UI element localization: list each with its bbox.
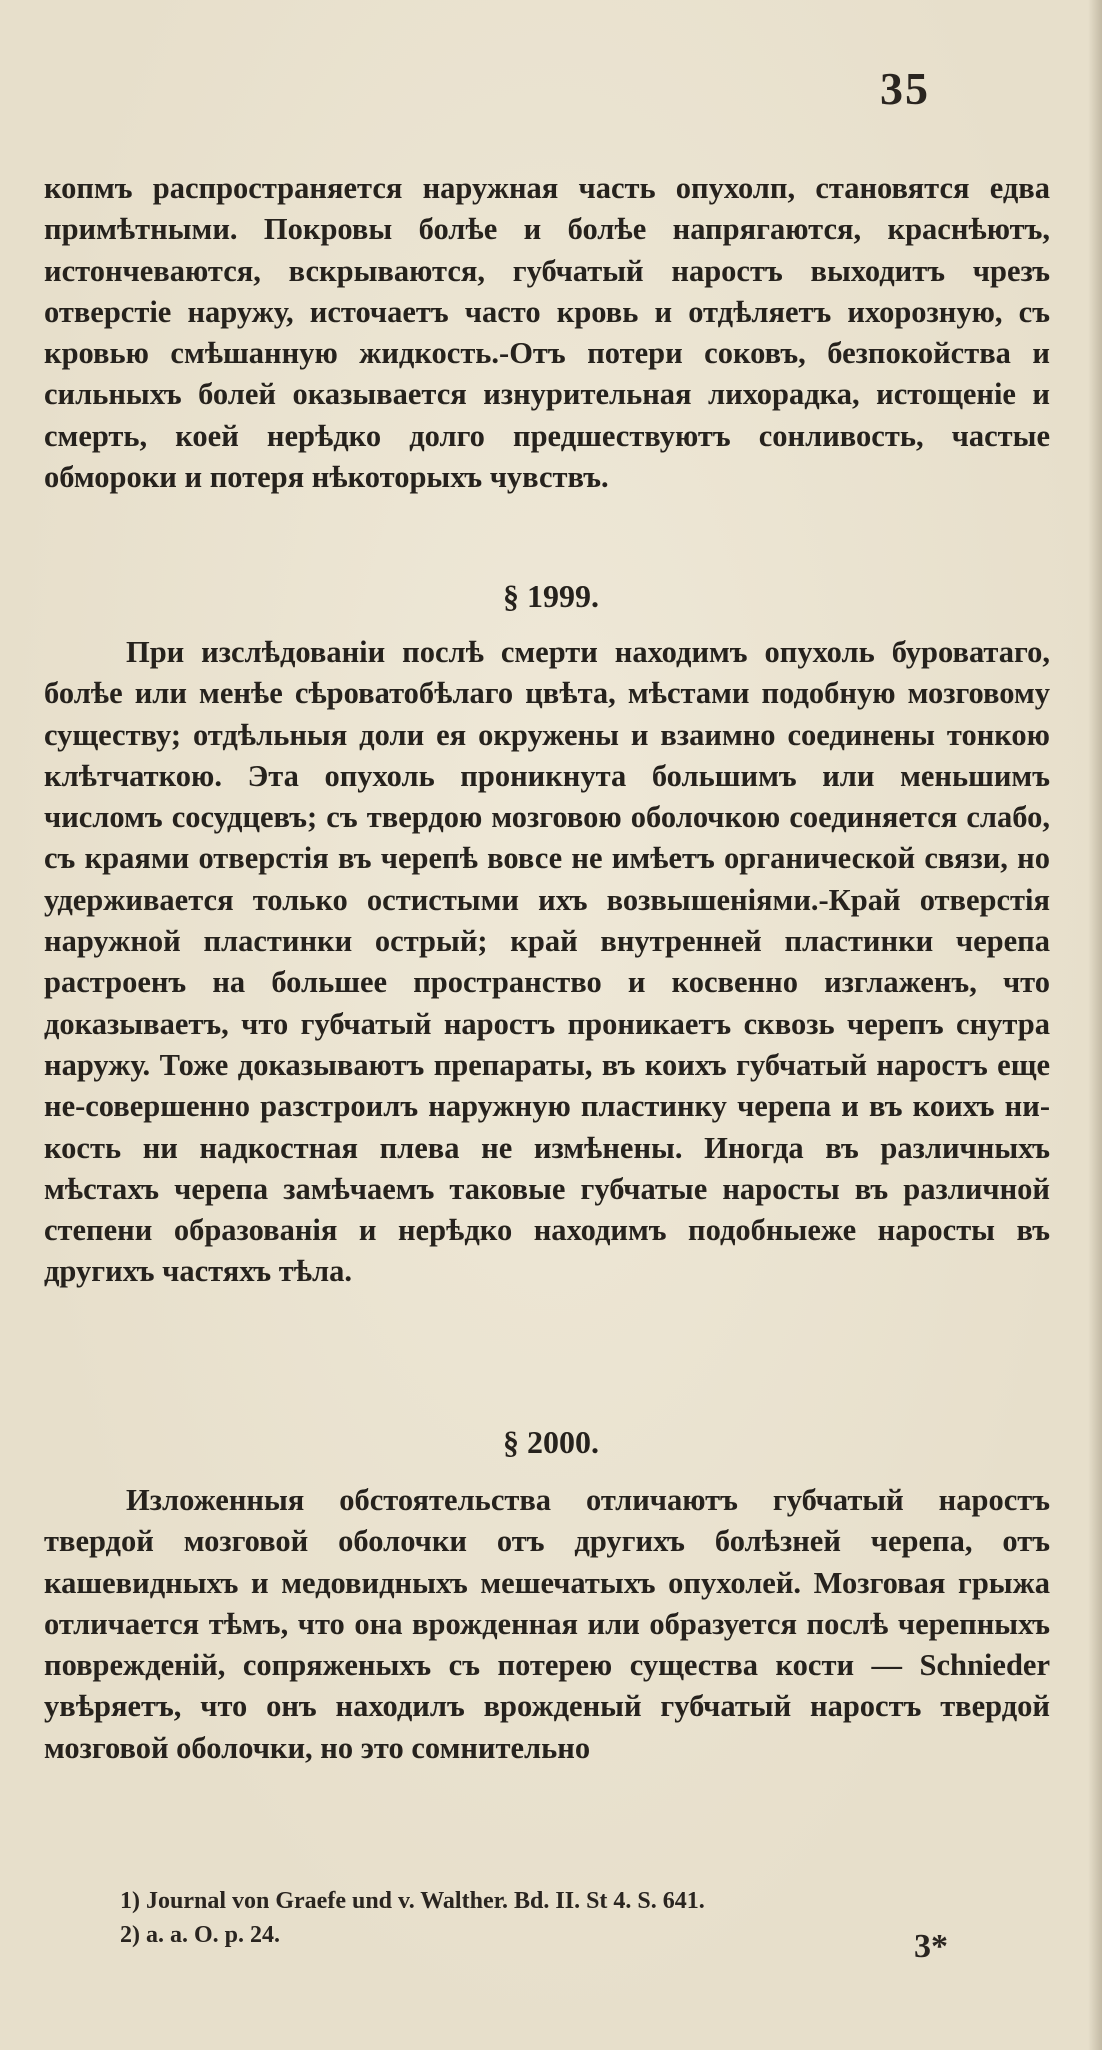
signature-mark: 3* bbox=[914, 1928, 948, 1965]
page-edge-shadow bbox=[1088, 0, 1102, 2050]
paragraph-section-1999 bbox=[44, 632, 1050, 1293]
page-number: 35 bbox=[880, 63, 930, 114]
paragraph-continuation bbox=[44, 168, 1050, 498]
section-heading-1999: § 1999. bbox=[503, 578, 599, 614]
paragraph-section-2000-text: Изложенныя обстоятельства отличаютъ губчатый наростъ твердой мозговой оболочки отъ другихъ болѣзней черепа, отъ кашевидныхъ и медовидныхъ мешечатыхъ опухолей. Мозговая грыжа отличается тѣмъ, что она врожденная или образуется послѣ черепныхъ поврежденій, сопряженыхъ съ потерею существа кости — Schnieder увѣряетъ, что онъ находилъ врожденый губчатый наростъ твердой мозговой оболочки, но это сомнительно bbox=[44, 1483, 1050, 1765]
section-heading-2000: § 2000. bbox=[503, 1424, 599, 1460]
footnote-1: 1) Journal von Graefe und v. Walther. Bd. II. St 4. S. 641. bbox=[120, 1888, 705, 1914]
paragraph-section-1999-text: При изслѣдованіи послѣ смерти находимъ опухоль буроватаго, болѣе или менѣе сѣроватобѣлаго цвѣта, мѣстами подобную мозговому существу; отдѣльныя доли ея окружены и взаимно соединены тонкою клѣтчаткою. Эта опухоль проникнута большимъ или меньшимъ числомъ сосудцевъ; съ твердою мозговою оболочкою соединяется слабо, съ краями отверстія въ черепѣ вовсе не имѣетъ органической связи, но удерживается только остистыми ихъ возвышеніями.-Край отверстія наружной пластинки острый; край внутренней пластинки черепа растроенъ на большее пространство и косвенно изглаженъ, что доказываетъ, что губчатый наростъ проникаетъ сквозь черепъ снутра наружу. Тоже доказываютъ препараты, въ коихъ губчатый наростъ еще не-совершенно разстроилъ наружную пластинку черепа и въ коихъ ни-кость ни надкостная плева не измѣнены. Иногда въ различныхъ мѣстахъ черепа замѣчаемъ таковые губчатые наросты въ различной степени образованія и нерѣдко находимъ подобныеже наросты въ другихъ частяхъ тѣла. bbox=[44, 635, 1050, 1289]
paragraph-section-2000 bbox=[44, 1480, 1050, 1769]
footnote-2: 2) a. a. O. p. 24. bbox=[120, 1922, 281, 1948]
footnotes bbox=[120, 1884, 705, 1952]
paragraph-continuation-text: копмъ распространяется наружная часть опухолп, становятся едва примѣтными. Покровы болѣе и болѣе напрягаются, краснѣютъ, истончеваются, вскрываются, губчатый наростъ выходитъ чрезъ отверстіе наружу, источаетъ часто кровь и отдѣляетъ ихорозную, съ кровью смѣшанную жидкость.-Отъ потери соковъ, безпокойства и сильныхъ болей оказывается изнурительная лихорадка, истощеніе и смерть, коей нерѣдко долго предшествуютъ сонливость, частые обмороки и потеря нѣкоторыхъ чувствъ. bbox=[44, 171, 1050, 495]
